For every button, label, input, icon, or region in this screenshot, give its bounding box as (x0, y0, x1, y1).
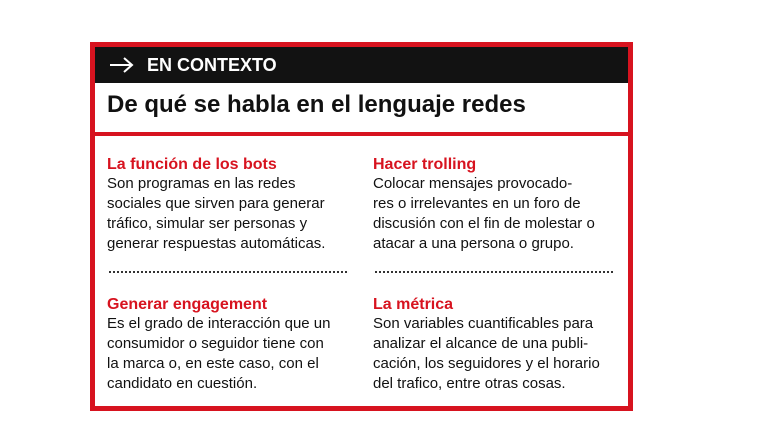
item-trolling (373, 155, 618, 254)
item-body: Colocar mensajes provocado- res o irrelevantes en un foro de discusión con el fin de molestar o atacar a una persona o grupo. (373, 175, 595, 252)
arrow-right-icon (109, 56, 135, 74)
section-tag: EN CONTEXTO (147, 54, 277, 75)
item-body: Es el grado de interacción que un consumidor o seguidor tiene con la marca o, en este caso, con el candidato en cuestión. (107, 315, 331, 392)
item-body: Son programas en las redes sociales que sirven para generar tráfico, simular ser personas y generar respuestas automáticas. (107, 175, 326, 252)
item-engagement (107, 295, 352, 394)
item-title: Generar engagement (107, 296, 268, 313)
item-title: Hacer trolling (373, 156, 477, 173)
dotted-divider-left (109, 271, 347, 273)
context-box (90, 42, 633, 411)
item-bots (107, 155, 352, 254)
title-divider (95, 132, 628, 136)
item-title: La métrica (373, 296, 454, 313)
item-title: La función de los bots (107, 156, 277, 173)
item-body: Son variables cuantificables para analizar el alcance de una publi- cación, los seguidores y el horario del trafico, entre otras cosas. (373, 315, 600, 392)
context-tag-bar (95, 47, 628, 83)
page-title: De qué se habla en el lenguaje redes (107, 91, 526, 118)
item-metrica (373, 295, 618, 394)
dotted-divider-right (375, 271, 613, 273)
